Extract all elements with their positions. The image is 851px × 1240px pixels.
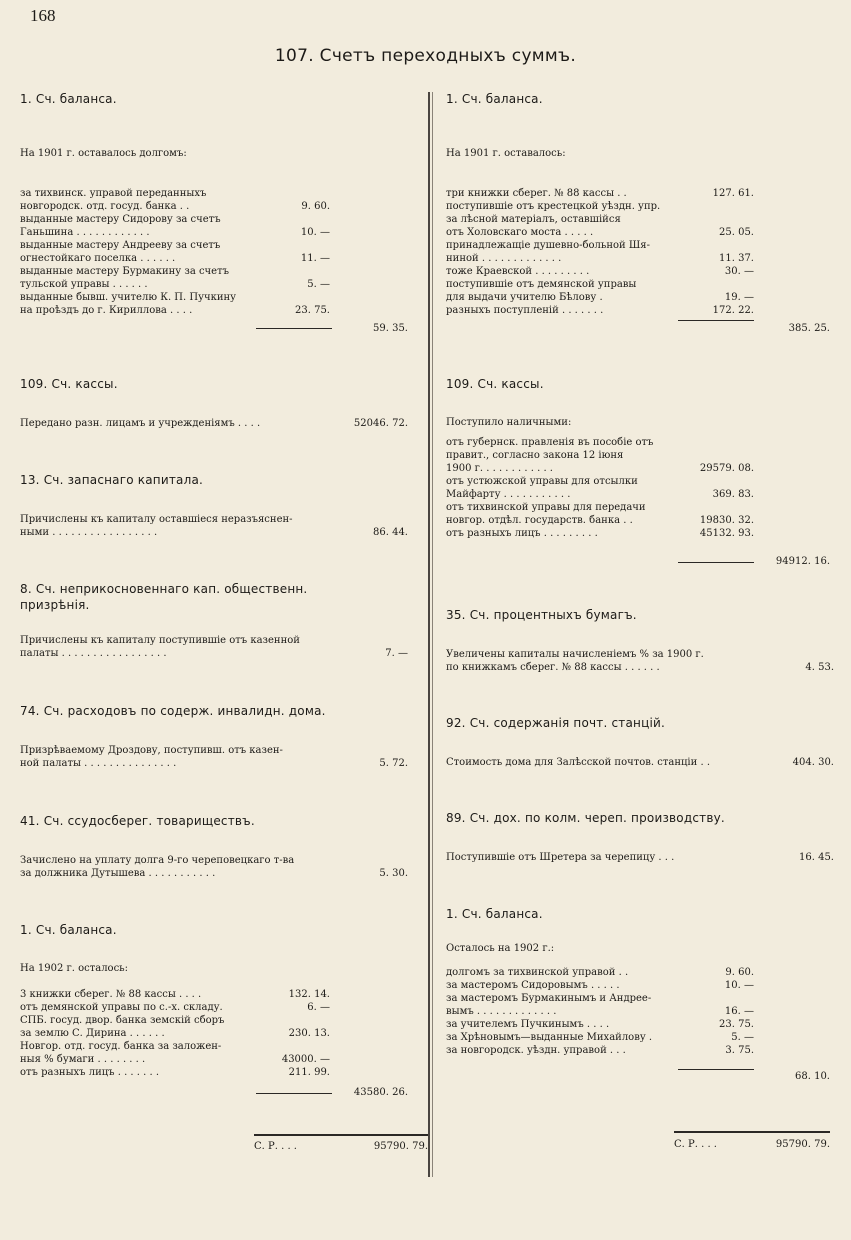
section-heading-cont: призрѣнія. (20, 598, 90, 612)
section-heading: 41. Сч. ссудосберег. товариществъ. (20, 814, 255, 828)
entry-line (446, 291, 834, 304)
entry-text: за должника Дутышева . . . . . . . . . . . (20, 868, 216, 879)
entry-total: 7. — (385, 648, 408, 659)
entry-text: отъ Холовскаго моста . . . . . (446, 227, 594, 238)
section-intro: На 1901 г. оставалось: (446, 148, 566, 159)
section-heading: 1. Сч. баланса. (20, 92, 117, 106)
entry-text: тоже Краевской . . . . . . . . . (446, 266, 590, 277)
section-intro: Поступило наличными: (446, 417, 572, 428)
section-intro: Осталось на 1902 г.: (446, 943, 555, 954)
entry-line (20, 526, 412, 539)
section-right-cash (446, 377, 834, 540)
entry-text: отъ разныхъ лицъ . . . . . . . (20, 1067, 160, 1078)
entry-list (446, 756, 834, 769)
entry-text: за мастеромъ Бурмакинымъ и Андрее- (446, 993, 652, 1004)
entry-total: 4. 53. (805, 662, 834, 673)
entry-list (20, 744, 412, 770)
entry-line (20, 1027, 412, 1040)
entry-line (20, 1040, 412, 1053)
subtotal-rule (678, 562, 754, 563)
entry-amount: 9. 60. (725, 967, 754, 978)
entry-line (446, 239, 834, 252)
entry-list (20, 187, 412, 317)
entry-text: по книжкамъ сберег. № 88 кассы . . . . . . (446, 662, 660, 673)
entry-text: Новгор. отд. госуд. банка за заложен- (20, 1041, 222, 1052)
entry-line (20, 988, 412, 1001)
entry-total: 16. 45. (799, 852, 834, 863)
entry-text: отъ демянской управы по с.-х. складу. (20, 1002, 223, 1013)
entry-line (446, 992, 834, 1005)
subtotal: 68. 10. (795, 1071, 830, 1082)
entry-text: поступившіе отъ демянской управы (446, 279, 637, 290)
entry-list (446, 966, 834, 1057)
entry-line (20, 1001, 412, 1014)
entry-line (20, 252, 412, 265)
entry-text: Причислены къ капиталу оставшіеся неразъяснен- (20, 514, 293, 525)
entry-text: Майфарту . . . . . . . . . . . (446, 489, 571, 500)
entry-text: СПБ. госуд. двор. банка земскій сборъ (20, 1015, 225, 1026)
section-right-balance-1901 (446, 92, 834, 317)
entry-text: Поступившіе отъ Шретера за черепицу . . . (446, 852, 675, 863)
entry-line (20, 647, 412, 660)
entry-line (446, 514, 834, 527)
grand-total-label: С. Р. . . . (674, 1139, 717, 1150)
entry-line (20, 187, 412, 200)
section-left-balance-1901 (20, 92, 412, 317)
column-divider-inner (432, 92, 433, 1177)
entry-amount: 16. — (724, 1006, 754, 1017)
entry-text: долгомъ за тихвинской управой . . (446, 967, 629, 978)
entry-line (446, 436, 834, 449)
entry-text: Зачислено на уплату долга 9-го череповецкаго т-ва (20, 855, 295, 866)
subtotal-rule (256, 328, 332, 329)
entry-amount: 3. 75. (725, 1045, 754, 1056)
section-heading: 13. Сч. запаснаго капитала. (20, 473, 204, 487)
entry-amount: 5. — (307, 279, 330, 290)
entry-line (446, 851, 834, 864)
entry-list (446, 851, 834, 864)
entry-line (446, 1031, 834, 1044)
entry-text: за землю С. Дирина . . . . . . (20, 1028, 165, 1039)
entry-text: отъ губернск. правленія въ пособіе отъ (446, 437, 654, 448)
entry-line (20, 213, 412, 226)
entry-line (20, 744, 412, 757)
section-left-charity (20, 582, 412, 660)
entry-line (446, 213, 834, 226)
page-number: 168 (30, 6, 56, 25)
grand-total-rule (254, 1134, 428, 1136)
entry-text: 3 книжки сберег. № 88 кассы . . . . (20, 989, 202, 1000)
subtotal-rule (678, 1069, 754, 1070)
entry-line (20, 200, 412, 213)
subtotal: 59. 35. (373, 323, 408, 334)
grand-total-rule (674, 1131, 830, 1133)
entry-amount: 10. — (300, 227, 330, 238)
entry-line (20, 304, 412, 317)
entry-list (20, 513, 412, 539)
subtotal-rule (256, 1093, 332, 1094)
entry-text: тульской управы . . . . . . (20, 279, 148, 290)
entry-line (446, 265, 834, 278)
entry-amount: 172. 22. (712, 305, 754, 316)
section-heading: 1. Сч. баланса. (20, 923, 117, 937)
entry-text: Ганьшина . . . . . . . . . . . . (20, 227, 150, 238)
entry-amount: 30. — (724, 266, 754, 277)
entry-line (446, 1044, 834, 1057)
entry-text: поступившіе отъ крестецкой уѣздн. упр. (446, 201, 661, 212)
entry-list (446, 648, 834, 674)
entry-line (446, 527, 834, 540)
subtotal-rule (678, 320, 754, 321)
entry-line (20, 1053, 412, 1066)
entry-amount: 45132. 93. (699, 528, 754, 539)
entry-line (446, 488, 834, 501)
entry-text: ныя % бумаги . . . . . . . . (20, 1054, 146, 1065)
entry-amount: 19. — (724, 292, 754, 303)
section-heading: 92. Сч. содержанія почт. станцій. (446, 716, 666, 730)
entry-amount: 11. 37. (719, 253, 754, 264)
entry-text: за Хрѣновымъ—выданные Михайлову . (446, 1032, 653, 1043)
entry-amount: 132. 14. (288, 989, 330, 1000)
entry-amount: 5. — (731, 1032, 754, 1043)
entry-text: 1900 г. . . . . . . . . . . . (446, 463, 553, 474)
entry-line (20, 854, 412, 867)
entry-line (20, 634, 412, 647)
entry-text: отъ устюжской управы для отсылки (446, 476, 638, 487)
section-right-post-stations (446, 716, 834, 769)
entry-text: ной палаты . . . . . . . . . . . . . . . (20, 758, 177, 769)
entry-list (20, 988, 412, 1079)
section-right-tile-production (446, 811, 834, 864)
entry-text: за учителемъ Пучкинымъ . . . . (446, 1019, 610, 1030)
entry-line (20, 226, 412, 239)
entry-text: для выдачи учителю Бѣлову . (446, 292, 603, 303)
entry-amount: 25. 05. (719, 227, 754, 238)
entry-line (446, 966, 834, 979)
entry-line (20, 239, 412, 252)
subtotal: 94912. 16. (775, 556, 830, 567)
grand-total-value: 95790. 79. (775, 1139, 830, 1150)
entry-amount: 369. 83. (712, 489, 754, 500)
section-heading: 109. Сч. кассы. (446, 377, 544, 391)
entry-line (446, 661, 834, 674)
entry-amount: 230. 13. (288, 1028, 330, 1039)
entry-line (20, 417, 412, 430)
entry-amount: 211. 99. (288, 1067, 330, 1078)
section-left-balance-1902 (20, 923, 412, 1079)
entry-line (446, 226, 834, 239)
entry-line (446, 1005, 834, 1018)
entry-amount: 10. — (724, 980, 754, 991)
entry-line (20, 1066, 412, 1079)
entry-total: 52046. 72. (353, 418, 408, 429)
entry-line (446, 200, 834, 213)
entry-text: Стоимость дома для Залѣсской почтов. станціи . . (446, 757, 711, 768)
section-heading: 1. Сч. баланса. (446, 907, 543, 921)
entry-amount: 11. — (300, 253, 330, 264)
entry-line (446, 475, 834, 488)
entry-line (20, 265, 412, 278)
entry-amount: 43000. — (281, 1054, 330, 1065)
entry-line (446, 187, 834, 200)
entry-text: огнестойкаго поселка . . . . . . (20, 253, 176, 264)
entry-text: выданные мастеру Сидорову за счетъ (20, 214, 221, 225)
entry-line (446, 449, 834, 462)
section-heading: 1. Сч. баланса. (446, 92, 543, 106)
entry-amount: 29579. 08. (699, 463, 754, 474)
entry-line (446, 756, 834, 769)
section-right-balance-1902 (446, 907, 834, 1057)
entry-line (446, 278, 834, 291)
entry-line (446, 252, 834, 265)
entry-text: выданные бывш. учителю К. П. Пучкину (20, 292, 237, 303)
entry-text: новгородск. отд. госуд. банка . . (20, 201, 190, 212)
section-right-securities (446, 608, 834, 674)
entry-line (446, 648, 834, 661)
entry-text: ниной . . . . . . . . . . . . . (446, 253, 562, 264)
section-heading: 89. Сч. дох. по колм. череп. производству. (446, 811, 725, 825)
entry-text: ными . . . . . . . . . . . . . . . . . (20, 527, 158, 538)
entry-text: за тихвинск. управой переданныхъ (20, 188, 207, 199)
entry-text: правит., согласно закона 12 іюня (446, 450, 624, 461)
entry-text: Причислены къ капиталу поступившіе отъ казенной (20, 635, 300, 646)
section-left-invalid-home (20, 704, 412, 770)
section-left-reserve (20, 473, 412, 539)
entry-text: выданные мастеру Андрееву за счетъ (20, 240, 221, 251)
entry-line (20, 513, 412, 526)
entry-text: выданные мастеру Бурмакину за счетъ (20, 266, 229, 277)
entry-line (20, 1014, 412, 1027)
entry-list (446, 436, 834, 540)
entry-total: 5. 30. (379, 868, 408, 879)
grand-total-label: С. Р. . . . (254, 1141, 297, 1152)
grand-total-value: 95790. 79. (373, 1141, 428, 1152)
section-intro: На 1901 г. оставалось долгомъ: (20, 148, 187, 159)
column-divider (428, 92, 430, 1177)
right-column (446, 0, 834, 1240)
entry-text: Увеличены капиталы начисленіемъ % за 1900 г. (446, 649, 704, 660)
entry-line (446, 462, 834, 475)
section-heading: 74. Сч. расходовъ по содерж. инвалидн. дома. (20, 704, 326, 718)
entry-amount: 19830. 32. (699, 515, 754, 526)
section-left-cash (20, 377, 412, 430)
entry-line (446, 979, 834, 992)
entry-amount: 23. 75. (719, 1019, 754, 1030)
entry-amount: 6. — (307, 1002, 330, 1013)
entry-text: принадлежащіе душевно-больной Шя- (446, 240, 650, 251)
entry-text: Передано разн. лицамъ и учрежденіямъ . . . . (20, 418, 261, 429)
entry-total: 86. 44. (373, 527, 408, 538)
entry-list (20, 634, 412, 660)
entry-text: отъ тихвинской управы для передачи (446, 502, 646, 513)
entry-list (446, 187, 834, 317)
subtotal: 385. 25. (788, 323, 830, 334)
section-intro: На 1902 г. осталось: (20, 963, 128, 974)
entry-text: отъ разныхъ лицъ . . . . . . . . . (446, 528, 598, 539)
entry-text: вымъ . . . . . . . . . . . . . (446, 1006, 557, 1017)
entry-text: за новгородск. уѣздн. управой . . . (446, 1045, 626, 1056)
entry-line (20, 278, 412, 291)
section-heading: 35. Сч. процентныхъ бумагъ. (446, 608, 637, 622)
entry-amount: 9. 60. (301, 201, 330, 212)
entry-text: за лѣсной матеріалъ, оставшійся (446, 214, 621, 225)
entry-text: Призрѣваемому Дроздову, поступивш. отъ казен- (20, 745, 283, 756)
page-title: 107. Счетъ переходныхъ суммъ. (274, 46, 577, 66)
entry-total: 404. 30. (792, 757, 834, 768)
entry-line (20, 291, 412, 304)
entry-amount: 127. 61. (712, 188, 754, 199)
entry-text: на проѣздъ до г. Кириллова . . . . (20, 305, 193, 316)
entry-line (446, 501, 834, 514)
entry-total: 5. 72. (379, 758, 408, 769)
section-left-loans (20, 814, 412, 880)
entry-text: новгор. отдѣл. государств. банка . . (446, 515, 633, 526)
entry-line (446, 1018, 834, 1031)
entry-text: три книжки сберег. № 88 кассы . . (446, 188, 627, 199)
section-heading: 109. Сч. кассы. (20, 377, 118, 391)
entry-text: палаты . . . . . . . . . . . . . . . . . (20, 648, 167, 659)
subtotal: 43580. 26. (353, 1087, 408, 1098)
entry-line (20, 867, 412, 880)
entry-list (20, 417, 412, 430)
entry-text: разныхъ поступленій . . . . . . . (446, 305, 604, 316)
section-heading: 8. Сч. неприкосновеннаго кап. общественн. (20, 582, 308, 596)
entry-line (20, 757, 412, 770)
entry-amount: 23. 75. (295, 305, 330, 316)
entry-list (20, 854, 412, 880)
entry-line (446, 304, 834, 317)
entry-text: за мастеромъ Сидоровымъ . . . . . (446, 980, 620, 991)
